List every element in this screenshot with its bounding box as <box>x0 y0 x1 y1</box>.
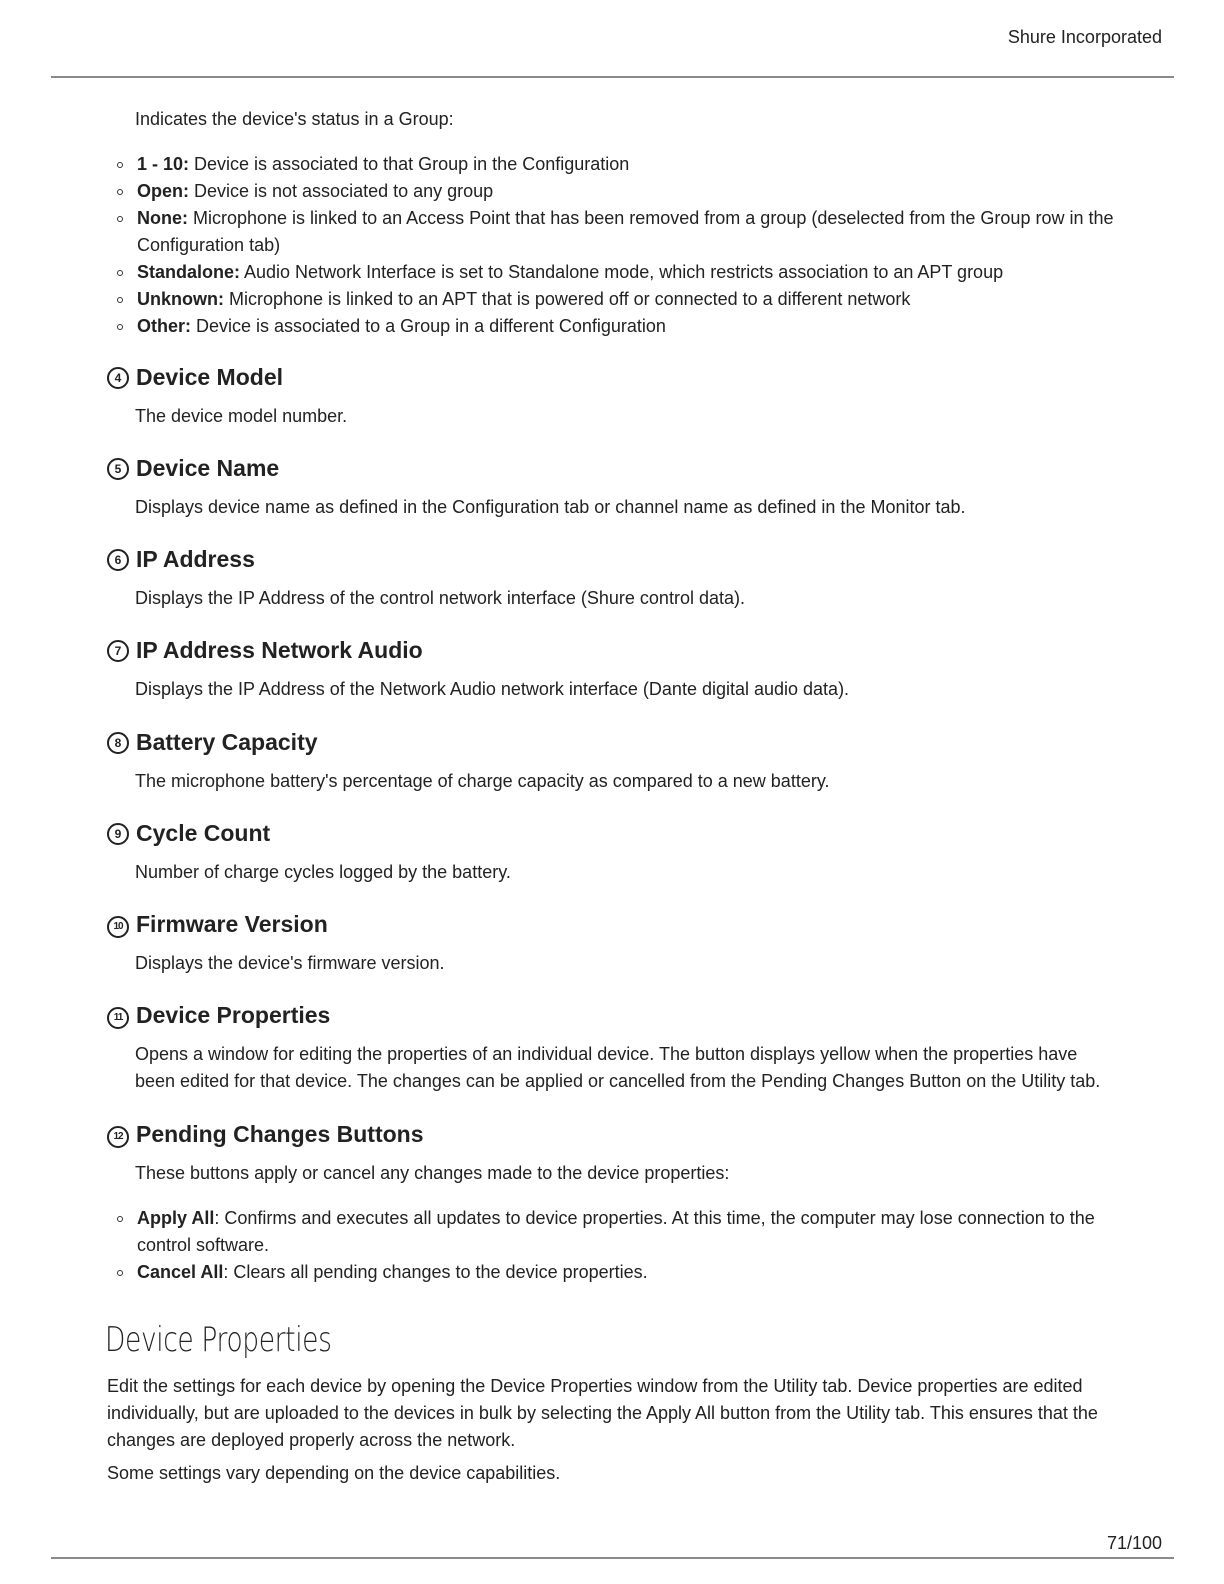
header-company: Shure Incorporated <box>1007 27 1162 47</box>
heading-ip-address-network-audio: 7 IP Address Network Audio <box>107 637 423 664</box>
section-title-device-properties: Device Properties <box>105 1320 332 1360</box>
heading-ip-address: 6 IP Address <box>107 546 255 573</box>
list-item: None: Microphone is linked to an Access Point that has been removed from a group (deselected from the Group row in the Configuration tab) <box>117 205 1117 259</box>
body-firmware-version: Displays the device's firmware version. <box>135 953 445 973</box>
body-cycle-count: Number of charge cycles logged by the battery. <box>135 862 511 882</box>
pending-changes-list <box>117 1205 1117 1286</box>
body-pending-changes-buttons: These buttons apply or cancel any changes made to the device properties: <box>135 1163 730 1183</box>
body-battery-capacity: The microphone battery's percentage of charge capacity as compared to a new battery. <box>135 771 830 791</box>
list-item: Cancel All: Clears all pending changes to the device properties. <box>117 1259 1117 1286</box>
number-badge: 6 <box>107 549 129 571</box>
body-device-properties: Opens a window for editing the properties of an individual device. The button displays yellow when the properties have been edited for that device. The changes can be applied or cancelled from the Pending Changes Button on the Utility tab. <box>135 1044 1101 1091</box>
number-badge: 9 <box>107 823 129 845</box>
list-item: Open: Device is not associated to any group <box>117 178 1117 205</box>
heading-firmware-version: 10 Firmware Version <box>107 911 328 938</box>
device-properties-para-2: Some settings vary depending on the device capabilities. <box>107 1463 561 1483</box>
number-badge: 10 <box>107 916 129 938</box>
list-item: Other: Device is associated to a Group in a different Configuration <box>117 313 1117 340</box>
device-properties-para-1: Edit the settings for each device by opening the Device Properties window from the Utility tab. Device properties are edited individually, but are uploaded to the devices in bulk by selecting the Apply All button from the Utility tab. This ensures that the changes are deployed properly across the network. <box>107 1376 1098 1450</box>
number-badge: 4 <box>107 367 129 389</box>
number-badge: 7 <box>107 640 129 662</box>
list-item: Unknown: Microphone is linked to an APT that is powered off or connected to a different network <box>117 286 1117 313</box>
heading-device-name: 5 Device Name <box>107 455 279 482</box>
heading-pending-changes-buttons: 12 Pending Changes Buttons <box>107 1121 424 1148</box>
footer-rule <box>51 1557 1174 1559</box>
heading-cycle-count: 9 Cycle Count <box>107 820 270 847</box>
body-device-name: Displays device name as defined in the Configuration tab or channel name as defined in the Monitor tab. <box>135 497 966 517</box>
number-badge: 12 <box>107 1126 129 1148</box>
list-item: Apply All: Confirms and executes all updates to device properties. At this time, the computer may lose connection to the control software. <box>117 1205 1117 1259</box>
body-ip-address: Displays the IP Address of the control network interface (Shure control data). <box>135 588 745 608</box>
page-number: 71/100 <box>1106 1533 1162 1553</box>
heading-device-properties: 11 Device Properties <box>107 1002 330 1029</box>
list-item: Standalone: Audio Network Interface is set to Standalone mode, which restricts association to an APT group <box>117 259 1117 286</box>
number-badge: 11 <box>107 1007 129 1029</box>
number-badge: 8 <box>107 732 129 754</box>
body-ip-address-network-audio: Displays the IP Address of the Network Audio network interface (Dante digital audio data). <box>135 679 850 699</box>
heading-battery-capacity: 8 Battery Capacity <box>107 729 318 756</box>
list-item: 1 - 10: Device is associated to that Group in the Configuration <box>117 151 1117 178</box>
header-rule <box>51 76 1174 78</box>
number-badge: 5 <box>107 458 129 480</box>
heading-device-model: 4 Device Model <box>107 364 283 391</box>
body-device-model: The device model number. <box>135 406 348 426</box>
group-status-intro: Indicates the device's status in a Group: <box>135 109 454 129</box>
group-status-list <box>117 151 1117 340</box>
